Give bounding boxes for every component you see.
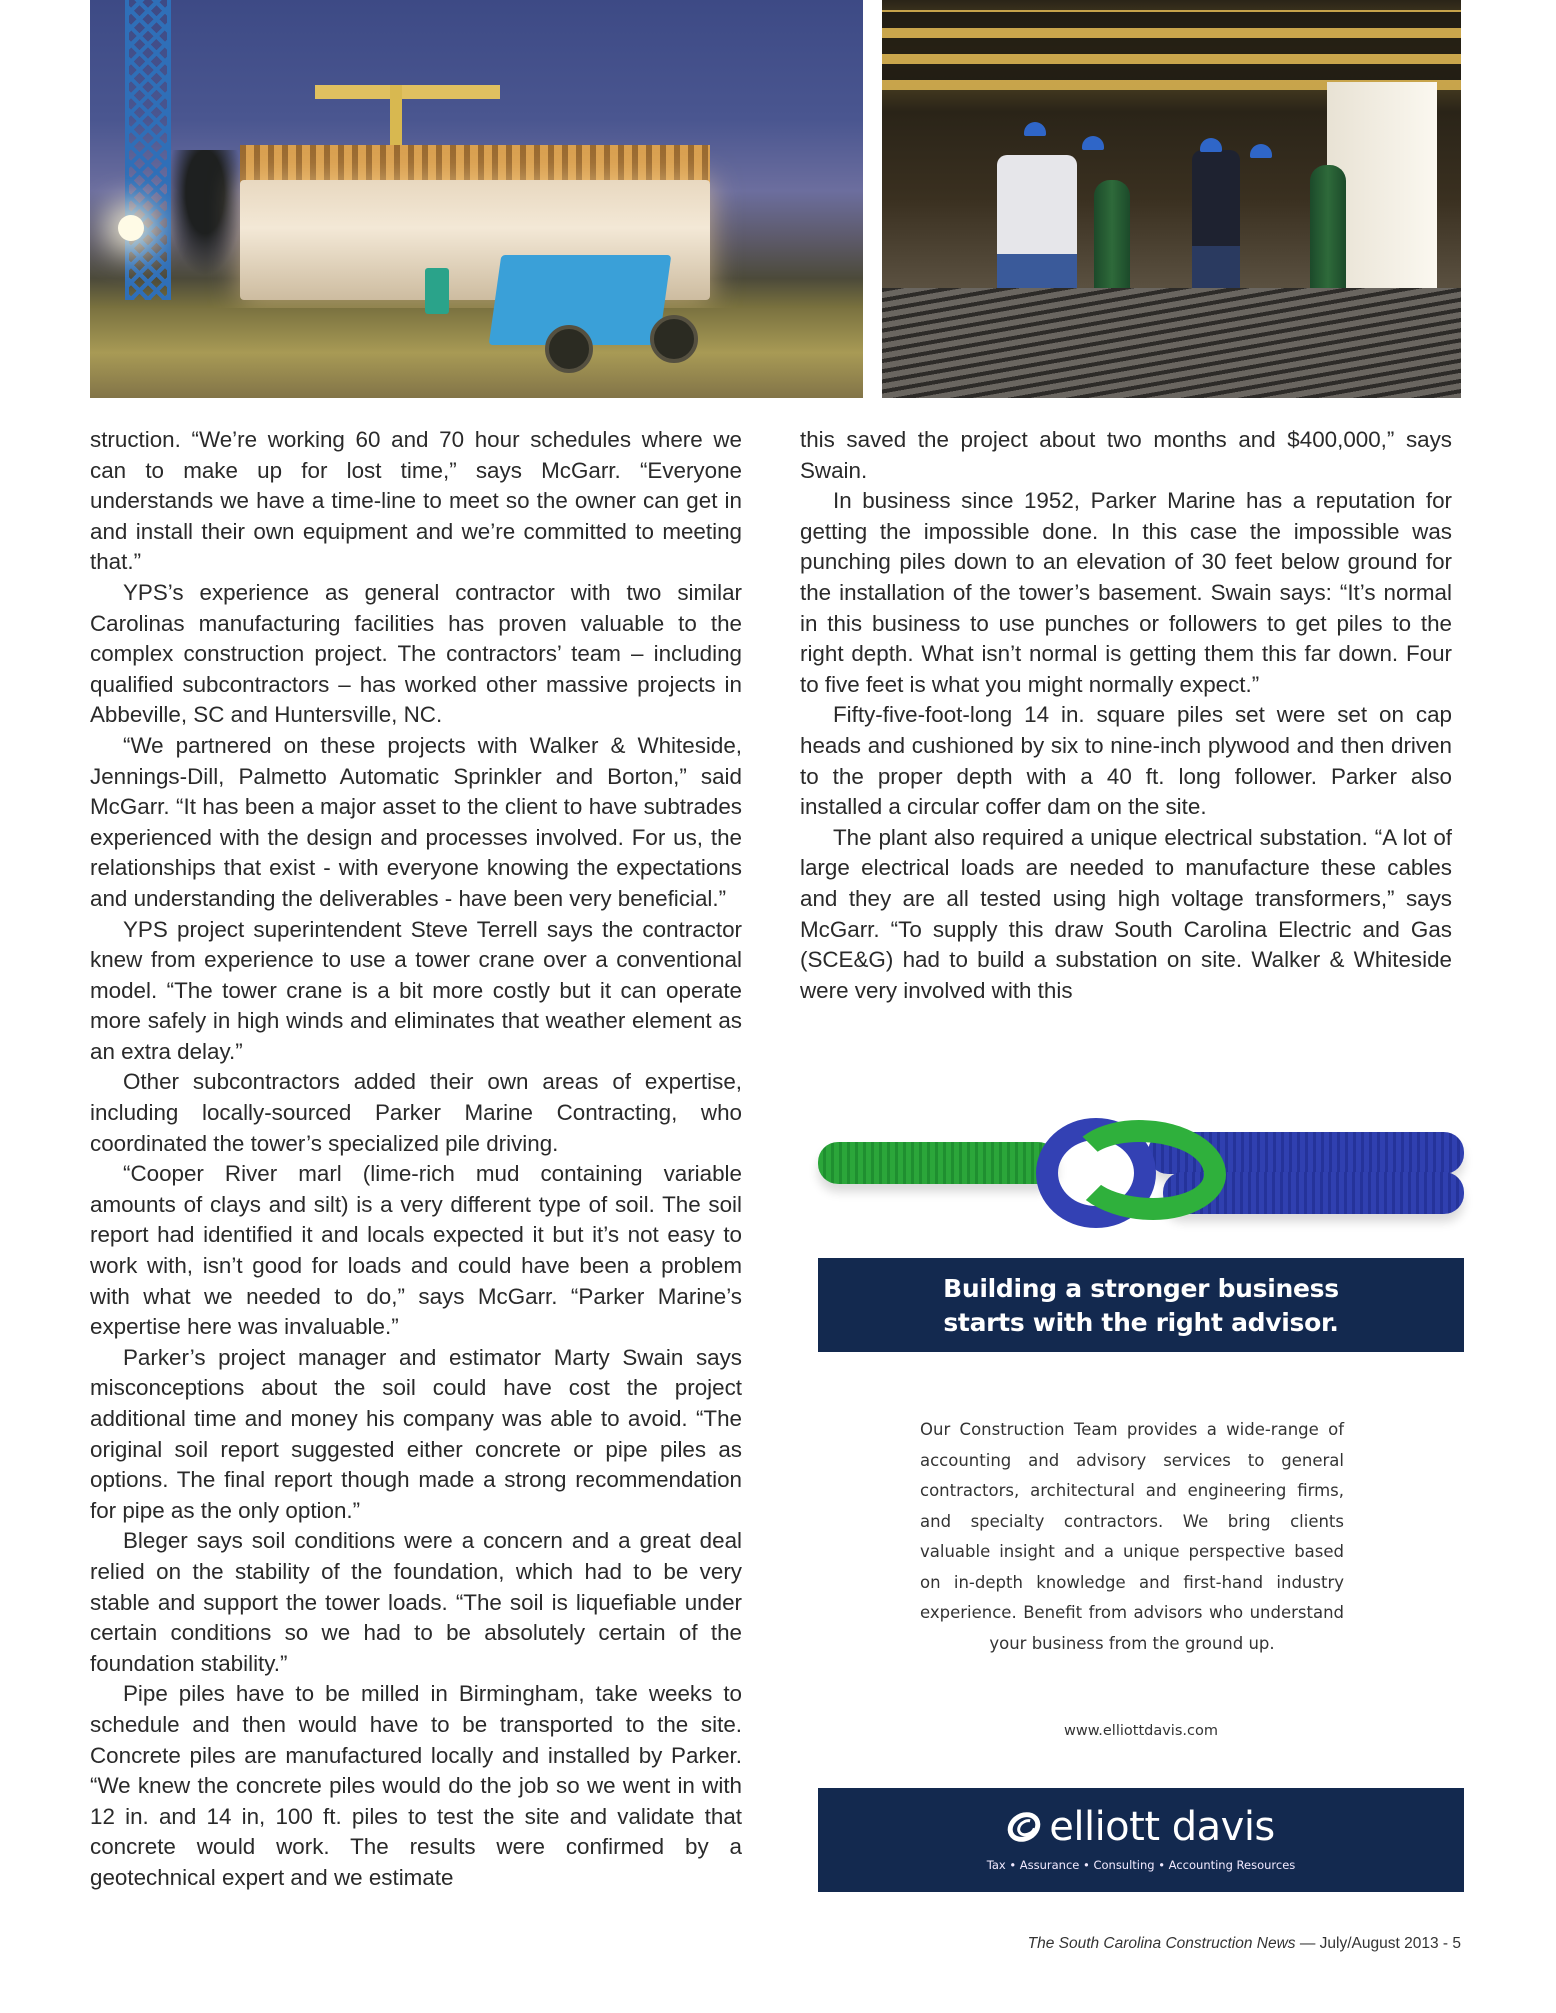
rebar-floor — [882, 288, 1461, 398]
telehandler-wheel — [545, 325, 593, 373]
ad-headline-banner — [818, 1258, 1464, 1352]
brand-name: elliott davis — [1049, 1804, 1275, 1850]
workers-interior-photo — [882, 0, 1461, 398]
site-ground — [90, 308, 863, 398]
hard-hat — [1200, 138, 1222, 152]
publication-name: The South Carolina Construction News — [1027, 1935, 1296, 1952]
paragraph: Other subcontractors added their own areas of expertise, including locally-sourced Parker Marine Contracting, who coordinated the tower’s specialized pile driving. — [90, 1069, 742, 1156]
formwork-beams — [882, 10, 1461, 90]
hard-hat — [1250, 144, 1272, 158]
gantry-support — [390, 85, 402, 145]
article-column-right — [800, 425, 1452, 1006]
paragraph: In business since 1952, Parker Marine has a reputation for getting the impossible done. In this case the impossible was punching piles down to an elevation of 30 feet below ground for the installation of the tower’s basement. Swain says: “It’s normal in this business to use punches or followers to get piles to the right depth. What isn’t normal is getting them this far down. Four to five feet is what you might normally expect.” — [800, 488, 1452, 697]
green-rope — [818, 1142, 1058, 1184]
elliott-davis-logo-icon — [1003, 1806, 1046, 1847]
page-footer — [1028, 1935, 1461, 1953]
ad-logo-bar — [818, 1788, 1464, 1892]
paragraph: Bleger says soil conditions were a concern and a great deal relied on the stability of the foundation, which had to be very stable and support the tower loads. “The soil is liquefiable under certain conditions so we had to be absolutely certain of the foundation stability.” — [90, 1528, 742, 1676]
paragraph: Pipe piles have to be milled in Birmingham, take weeks to schedule and then would have to be transported to the site. Concrete piles are manufactured locally and installed by Parker. “We knew the concrete piles would do the job so we went in with 12 in. and 14 in, 100 ft. piles to test the site and validate that concrete would work. The results were confirmed by a geotechnical expert and we estimate — [90, 1681, 742, 1890]
trees-silhouette — [160, 150, 250, 290]
paragraph: Fifty-five-foot-long 14 in. square piles set were set on cap heads and cushioned by six to nine-inch plywood and then driven to the proper depth with a 40 ft. long follower. Parker also installed a circular coffer dam on the site. — [800, 702, 1452, 820]
issue-date: July/August 2013 — [1319, 1935, 1439, 1952]
paragraph: struction. “We’re working 60 and 70 hour schedules where we can to make up for lost time,” says McGarr. “Everyone understands we have a time-line to meet so the owner can get in and install their own equipment and we’re committed to meeting that.” — [90, 427, 742, 575]
paragraph: this saved the project about two months and $400,000,” says Swain. — [800, 427, 1452, 483]
paragraph: “Cooper River marl (lime-rich mud containing variable amounts of clays and silt) is a very different type of soil. The soil report had identified it and locals expected it but it’s not easy to work with, isn’t good for loads and could have been a problem with what we needed to do,” says McGarr. “Parker Marine’s expertise here was invaluable.” — [90, 1161, 742, 1340]
rope-knot-illustration — [818, 1060, 1464, 1260]
page-separator: - — [1438, 1935, 1453, 1952]
telehandler-wheel — [650, 315, 698, 363]
brand-tagline: Tax • Assurance • Consulting • Accounting Resources — [986, 1858, 1296, 1872]
construction-tower-night-photo — [90, 0, 863, 398]
page-number: 5 — [1452, 1935, 1461, 1952]
ad-headline-line1: Building a stronger business — [943, 1274, 1339, 1303]
hard-hat — [1024, 122, 1046, 136]
elliott-davis-advertisement — [818, 1040, 1464, 1920]
footer-separator: — — [1295, 1935, 1320, 1952]
tower-crane — [125, 0, 171, 300]
ad-website-link[interactable]: www.elliottdavis.com — [1064, 1723, 1218, 1739]
ad-body-text: Our Construction Team provides a wide-range of accounting and advisory services to general contractors, architectural and engineering firms, and specialty contractors. We bring clients valuable insight and a unique perspective based on in-depth knowledge and first-hand industry experience. Benefit from advisors who understand your business from the ground up. — [920, 1420, 1344, 1653]
brand-logo — [818, 1804, 1464, 1850]
concrete-pump-boom — [315, 85, 500, 99]
floodlight — [118, 215, 144, 241]
portable-toilet — [425, 268, 449, 314]
article-column-left — [90, 425, 742, 1894]
tower-scaffold-ring — [240, 145, 710, 183]
paragraph: Parker’s project manager and estimator Marty Swain says misconceptions about the soil could have cost the project additional time and money his company was able to avoid. “The original soil report suggested either concrete or pipe piles as options. The final report though made a strong recommendation for pipe as the only option.” — [90, 1344, 742, 1523]
paragraph: The plant also required a unique electrical substation. “A lot of large electrical loads are needed to manufacture these cables and they are all tested using high voltage transformers,” says McGarr. “To supply this draw South Carolina Electric and Gas (SCE&G) had to build a substation on site. Walker & Whiteside were very involved with this — [800, 824, 1452, 1003]
paragraph: YPS’s experience as general contractor with two similar Carolinas manufacturing facilities has proven valuable to the complex construction project. The contractors’ team – including qualified subcontractors – has worked other massive projects in Abbeville, SC and Huntersville, NC. — [90, 579, 742, 728]
ad-headline-line2: starts with the right advisor. — [943, 1308, 1339, 1337]
paragraph: YPS project superintendent Steve Terrell says the contractor knew from experience to use a tower crane over a conventional model. “The tower crane is a bit more costly but it can operate more safely in high winds and eliminates that weather element as an extra delay.” — [90, 916, 742, 1064]
paragraph: “We partnered on these projects with Walker & Whiteside, Jennings-Dill, Palmetto Automatic Sprinkler and Borton,” said McGarr. “It has been a major asset to the client to have subtrades experienced with the design and processes involved. For us, the relationships that exist - with everyone knowing the expectations and understanding the deliverables - have been very beneficial.” — [90, 732, 742, 911]
hard-hat — [1082, 136, 1104, 150]
